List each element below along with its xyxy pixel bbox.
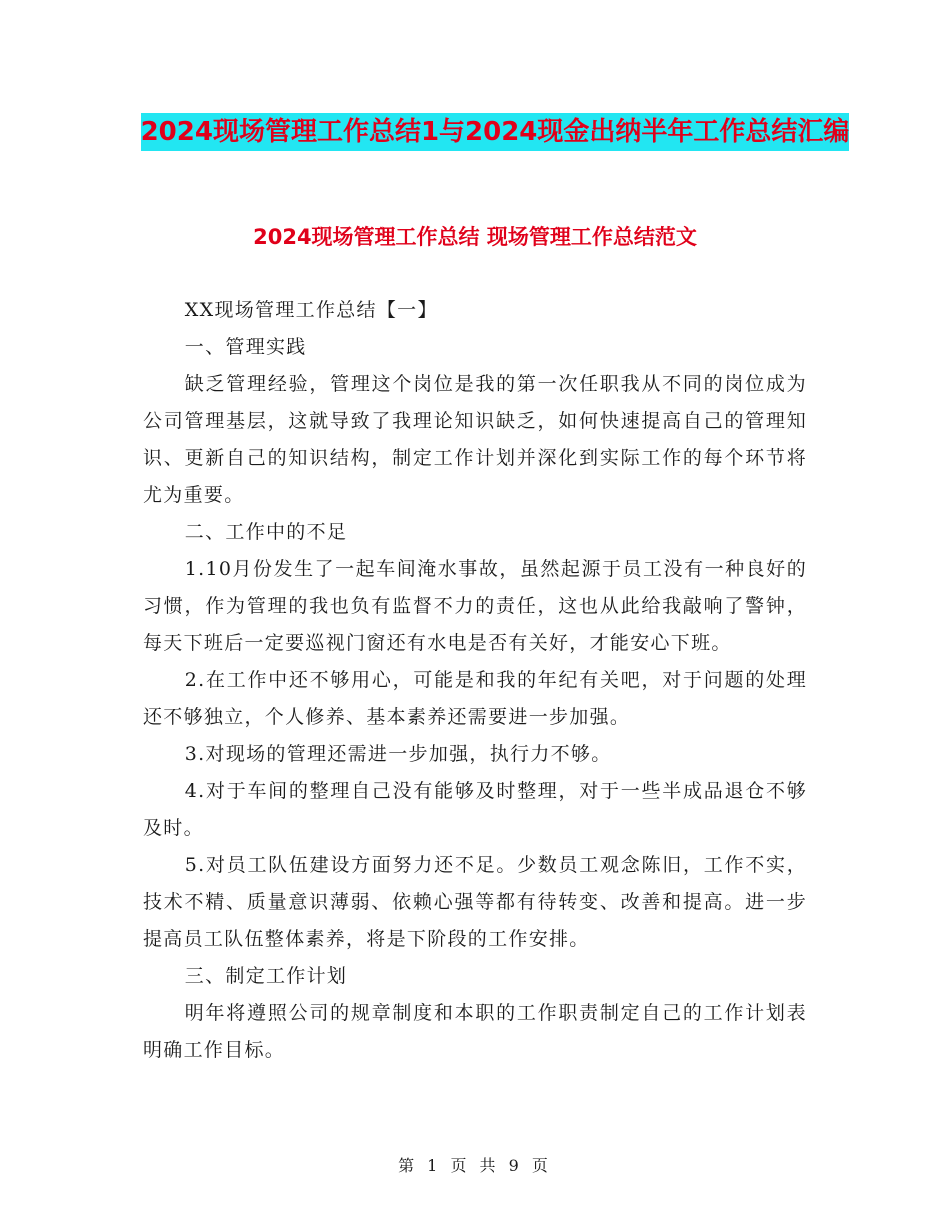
section-heading: 三、制定工作计划 xyxy=(184,965,348,987)
section-label: XX现场管理工作总结【一】 xyxy=(184,299,438,321)
section-heading: 二、工作中的不足 xyxy=(184,521,348,543)
page-footer: 第 1 页 共 9 页 xyxy=(398,1156,552,1175)
paragraph: 缺乏管理经验，管理这个岗位是我的第一次任职我从不同的岗位成为公司管理基层，这就导致了我理论知识缺乏，如何快速提高自己的管理知识、更新自己的知识结构，制定工作计划并深化到实际工作的每个环节将尤为重要。 xyxy=(143,373,807,506)
document-title xyxy=(140,108,850,156)
paragraph: 5.对员工队伍建设方面努力还不足。少数员工观念陈旧，工作不实，技术不精、质量意识薄弱、依赖心强等都有待转变、改善和提高。进一步提高员工队伍整体素养，将是下阶段的工作安排。 xyxy=(143,854,807,950)
document-body xyxy=(143,292,807,1069)
document-title-highlight: 2024现场管理工作总结1与2024现金出纳半年工作总结汇编 xyxy=(141,113,850,151)
paragraph: 明年将遵照公司的规章制度和本职的工作职责制定自己的工作计划表明确工作目标。 xyxy=(143,1002,807,1061)
paragraph: 1.10月份发生了一起车间淹水事故，虽然起源于员工没有一种良好的习惯，作为管理的我也负有监督不力的责任，这也从此给我敲响了警钟，每天下班后一定要巡视门窗还有水电是否有关好，才能安心下班。 xyxy=(143,558,807,654)
paragraph: 3.对现场的管理还需进一步加强，执行力不够。 xyxy=(184,743,612,765)
paragraph: 2.在工作中还不够用心，可能是和我的年纪有关吧，对于问题的处理还不够独立，个人修养、基本素养还需要进一步加强。 xyxy=(143,669,807,728)
document-subtitle: 2024现场管理工作总结 现场管理工作总结范文 xyxy=(253,225,697,249)
paragraph: 4.对于车间的整理自己没有能够及时整理，对于一些半成品退仓不够及时。 xyxy=(143,780,807,839)
section-heading: 一、管理实践 xyxy=(184,336,307,358)
